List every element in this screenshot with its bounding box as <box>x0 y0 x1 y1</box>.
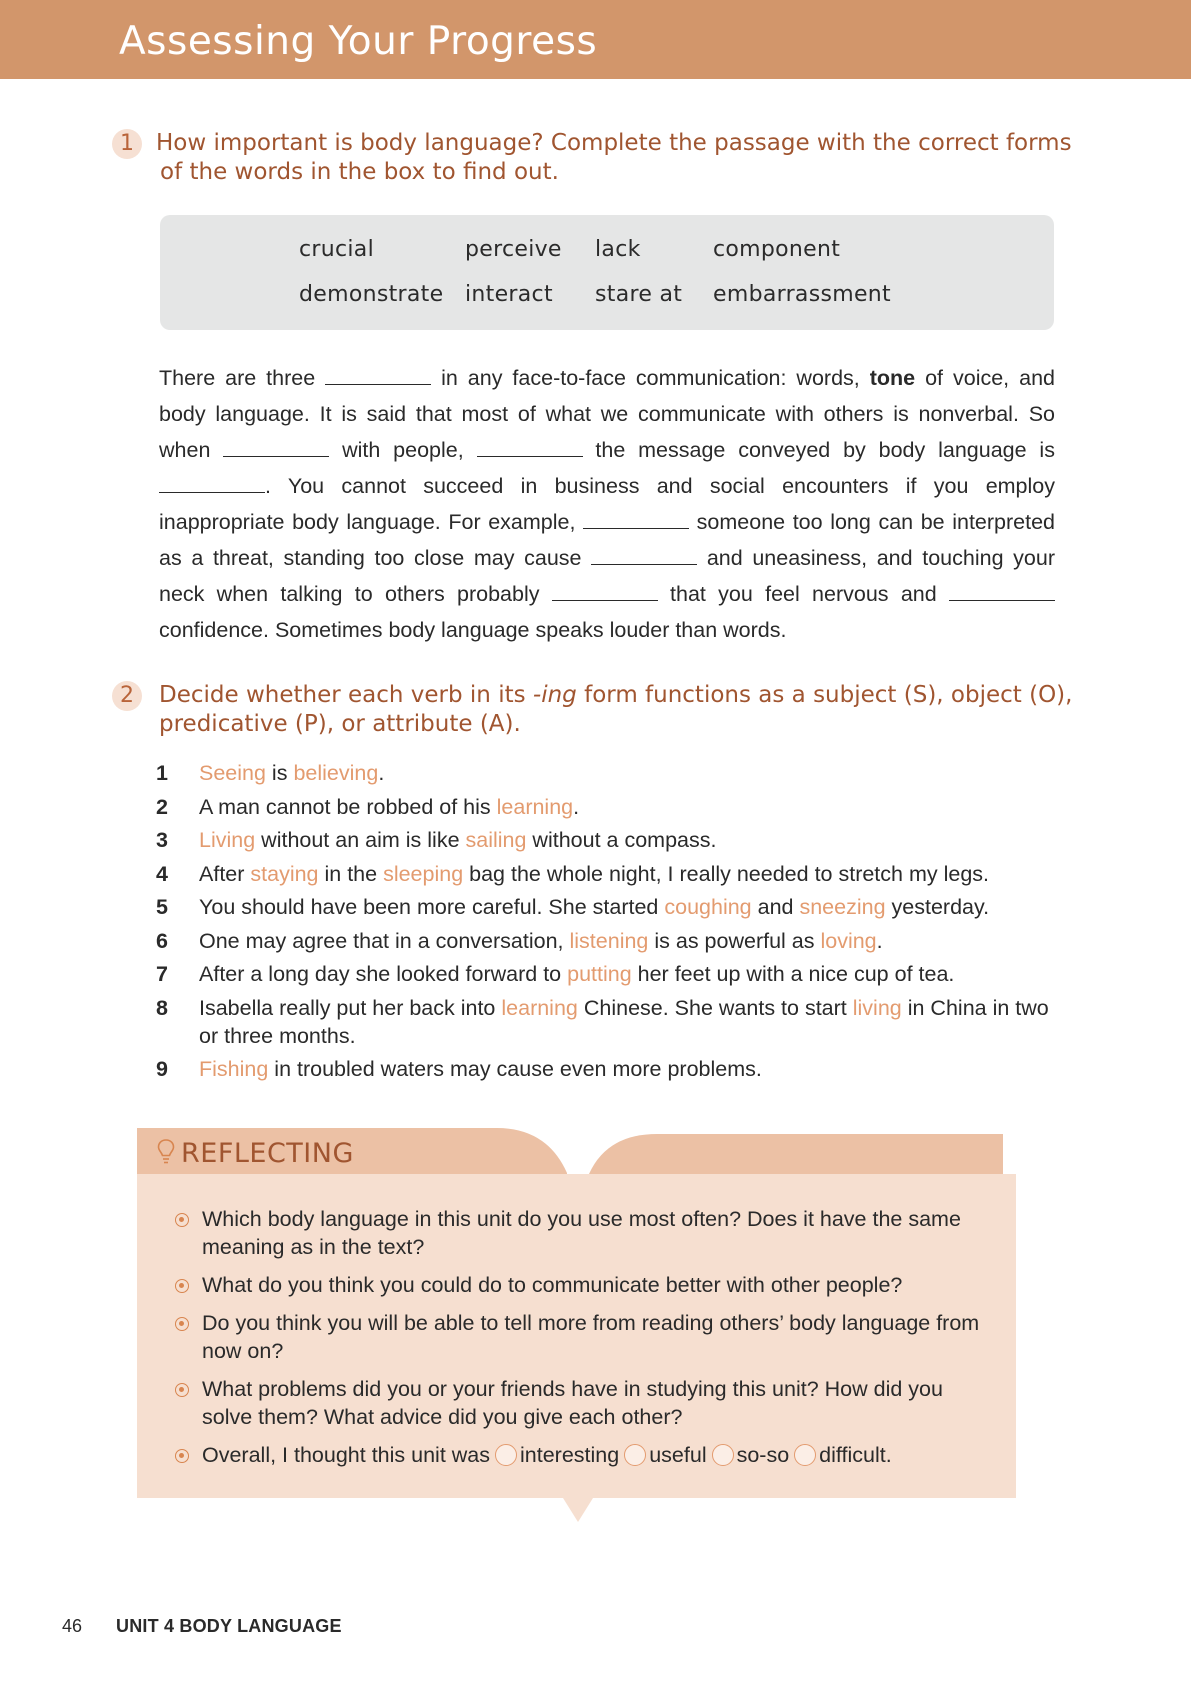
sentence-text <box>156 826 1056 854</box>
passage-text: someone too long can be interpreted as a threat, standing too close may cause <box>159 510 1055 570</box>
page-number: 46 <box>62 1616 83 1636</box>
sentence-number: 4 <box>156 861 168 886</box>
word-item: crucial <box>299 237 374 262</box>
ing-verb: sailing <box>465 828 527 852</box>
reflecting-right-tab <box>589 1134 1003 1174</box>
sentence-number: 1 <box>156 761 168 785</box>
sentence-fragment: . <box>876 928 883 953</box>
ing-verb: Fishing <box>199 1057 269 1081</box>
overall-prefix: Overall, I thought this unit was <box>202 1443 491 1467</box>
reflecting-item <box>175 1309 995 1365</box>
sentence-text <box>156 793 1056 821</box>
answer-blank[interactable] <box>949 581 1055 601</box>
instruction-text: form functions as a subject (S), object (O), <box>576 682 1073 708</box>
sentence-number: 5 <box>156 895 168 919</box>
passage-text: in any face-to-face communication: words, <box>441 366 860 390</box>
word-item: component <box>713 237 841 262</box>
word-item: perceive <box>465 237 562 262</box>
sentence-fragment: yesterday. <box>885 895 990 919</box>
sentence-fragment: A man cannot be robbed of his <box>199 794 497 819</box>
option-radio[interactable] <box>794 1444 816 1466</box>
word-item: embarrassment <box>713 282 891 307</box>
answer-blank[interactable] <box>223 437 329 457</box>
option-label: difficult. <box>819 1443 892 1467</box>
sentence-fragment: After <box>199 861 251 886</box>
word-item: lack <box>595 237 641 262</box>
answer-blank[interactable] <box>552 581 658 601</box>
reflecting-spine-top <box>532 1174 624 1198</box>
bullet-icon <box>175 1279 189 1293</box>
sentence-fragment: . <box>573 794 580 819</box>
passage-text: . You cannot succeed in business and social encounters if you employ inappropriate body language. For example, <box>159 474 1055 534</box>
reflecting-list <box>175 1205 995 1479</box>
ing-verb: Living <box>199 828 256 852</box>
sentence-text <box>156 994 1056 1050</box>
passage-text: with people, <box>342 438 464 462</box>
question-number-badge: 1 <box>112 129 142 159</box>
reflecting-item-text: Do you think you will be able to tell more from reading others’ body language from now on? <box>202 1311 980 1363</box>
option-label: interesting <box>520 1443 620 1467</box>
ing-verb: sneezing <box>799 895 886 919</box>
sentence-number: 9 <box>156 1057 168 1081</box>
ing-verb: sleeping <box>383 861 464 886</box>
bullet-icon <box>175 1449 189 1463</box>
passage-text: and uneasiness, and touching your neck when talking to others probably <box>159 546 1055 606</box>
ing-verb: staying <box>250 861 319 886</box>
instruction-italic: -ing <box>532 682 577 708</box>
reflecting-item-text: What problems did you or your friends have in studying this unit? How did you solve them? What advice did you give each other? <box>202 1377 943 1429</box>
page-title: Assessing Your Progress <box>119 19 598 64</box>
sentence-row <box>156 927 1056 955</box>
reflecting-item-text: What do you think you could do to communicate better with other people? <box>202 1273 903 1297</box>
sentence-fragment: Isabella really put her back into <box>199 995 502 1020</box>
bullet-icon <box>175 1213 189 1227</box>
reflecting-item <box>175 1271 995 1299</box>
option-label: so-so <box>736 1443 790 1467</box>
sentence-number: 2 <box>156 794 168 819</box>
sentence-fragment: in the <box>318 861 384 886</box>
sentence-row <box>156 960 1056 988</box>
reflecting-title: REFLECTING <box>181 1138 354 1169</box>
sentence-fragment: without an aim is like <box>255 828 466 852</box>
reflecting-spine-bottom <box>563 1498 593 1522</box>
sentence-fragment: . <box>378 761 385 785</box>
word-item: interact <box>465 282 553 307</box>
sentence-fragment: in China in two or three months. <box>199 995 1049 1048</box>
passage-text: that you feel nervous and <box>670 582 937 606</box>
sentence-fragment: bag the whole night, I really needed to stretch my legs. <box>463 861 990 886</box>
question-1-instruction <box>156 129 1076 187</box>
sentence-fragment: without a compass. <box>526 828 717 852</box>
option-radio[interactable] <box>624 1444 646 1466</box>
word-item: demonstrate <box>299 282 444 307</box>
answer-blank[interactable] <box>477 437 583 457</box>
sentence-fragment: in troubled waters may cause even more problems. <box>268 1057 762 1081</box>
sentence-fragment: After a long day she looked forward to <box>199 962 568 986</box>
reflecting-item-overall <box>175 1441 995 1469</box>
bullet-icon <box>175 1383 189 1397</box>
reflecting-item <box>175 1375 995 1431</box>
option-radio[interactable] <box>712 1444 734 1466</box>
sentence-row <box>156 994 1056 1050</box>
sentence-number: 3 <box>156 828 168 852</box>
sentence-row <box>156 893 1056 921</box>
sentence-fragment: One may agree that in a conversation, <box>199 928 570 953</box>
question-number-badge: 2 <box>112 681 142 711</box>
ing-verb: living <box>852 995 902 1020</box>
option-label: useful <box>649 1443 707 1467</box>
passage-text: There are three <box>159 366 316 390</box>
ing-verb: Seeing <box>199 761 266 785</box>
reflecting-item <box>175 1205 995 1261</box>
bullet-icon <box>175 1317 189 1331</box>
sentence-list <box>156 759 1056 1089</box>
passage <box>159 360 1055 648</box>
sentence-row <box>156 759 1056 787</box>
passage-text: the message conveyed by body language is <box>595 438 1055 462</box>
ing-verb: coughing <box>664 895 752 919</box>
instruction-text: Decide whether each verb in its <box>159 682 533 708</box>
ing-verb: putting <box>567 962 632 986</box>
instruction-line <box>159 681 1079 710</box>
sentence-number: 8 <box>156 995 168 1020</box>
sentence-text <box>156 759 1056 787</box>
instruction-line: of the words in the box to find out. <box>160 159 559 185</box>
sentence-number: 6 <box>156 928 168 953</box>
option-radio[interactable] <box>495 1444 517 1466</box>
passage-text: confidence. Sometimes body language speaks louder than words. <box>159 618 787 642</box>
answer-blank[interactable] <box>159 473 265 493</box>
ing-verb: learning <box>501 995 578 1020</box>
passage-bold-word: tone <box>869 366 916 390</box>
lightbulb-icon <box>157 1138 175 1166</box>
sentence-text <box>156 927 1056 955</box>
ing-verb: loving <box>820 928 877 953</box>
answer-blank[interactable] <box>583 509 689 529</box>
sentence-text <box>156 860 1056 888</box>
ing-verb: listening <box>569 928 649 953</box>
sentence-fragment: and <box>751 895 800 919</box>
reflecting-item-text: Which body language in this unit do you use most often? Does it have the same meaning as in the text? <box>202 1207 961 1259</box>
ing-verb: believing <box>293 761 379 785</box>
sentence-text <box>156 960 1056 988</box>
unit-label: UNIT 4 BODY LANGUAGE <box>116 1616 342 1636</box>
word-box <box>160 215 1054 330</box>
sentence-text <box>156 893 1056 921</box>
instruction-line: predicative (P), or attribute (A). <box>159 711 521 737</box>
ing-verb: learning <box>496 794 574 819</box>
sentence-row <box>156 793 1056 821</box>
sentence-row <box>156 826 1056 854</box>
passage-text: of voice, and body language. It is said that most of what we communicate with others is nonverbal. So when <box>159 366 1055 462</box>
sentence-text <box>156 1055 1056 1083</box>
sentence-fragment: her feet up with a nice cup of tea. <box>631 962 955 986</box>
question-2-instruction <box>159 681 1079 739</box>
sentence-number: 7 <box>156 962 168 986</box>
sentence-row <box>156 860 1056 888</box>
instruction-line: How important is body language? Complete the passage with the correct forms <box>156 130 1072 156</box>
sentence-fragment: is as powerful as <box>648 928 821 953</box>
sentence-fragment: Chinese. She wants to start <box>577 995 853 1020</box>
word-item: stare at <box>595 282 683 307</box>
sentence-fragment: is <box>265 761 294 785</box>
answer-blank[interactable] <box>325 365 431 385</box>
sentence-row <box>156 1055 1056 1083</box>
answer-blank[interactable] <box>591 545 697 565</box>
sentence-fragment: You should have been more careful. She started <box>199 895 665 919</box>
